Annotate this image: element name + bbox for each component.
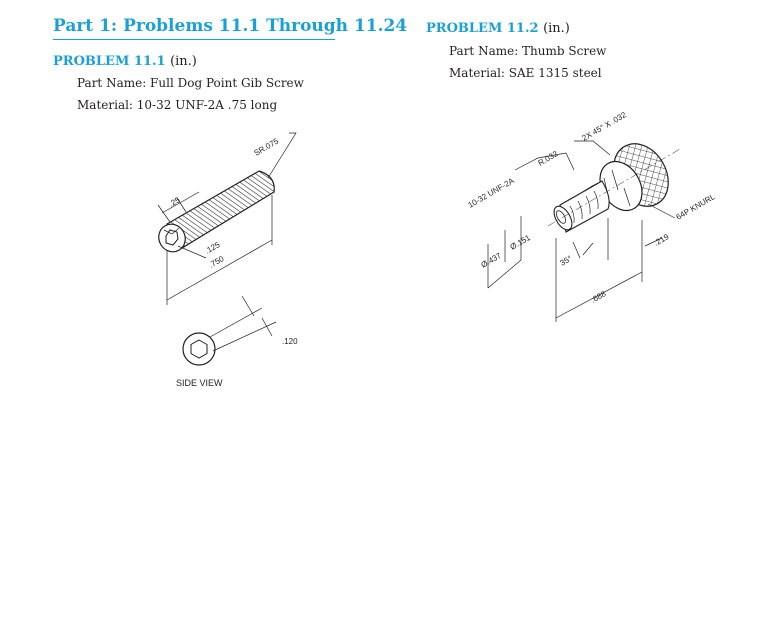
dim-angle-35: 35° bbox=[558, 253, 574, 268]
dim-knurl: 64P KNURL bbox=[674, 192, 717, 222]
side-view-hex bbox=[191, 340, 207, 358]
dim-thread-spec: 10-32 UNF-2A bbox=[466, 176, 516, 210]
problem-11-1-number: PROBLEM 11.1 bbox=[53, 54, 166, 69]
problem-11-2-unit: (in.) bbox=[543, 21, 570, 36]
dim-len-688: .688 bbox=[589, 289, 608, 305]
dim-dia-437: Ø.437 bbox=[479, 251, 503, 270]
side-view-label: SIDE VIEW bbox=[176, 378, 223, 388]
problem-11-2-part-name: Part Name: Thumb Screw bbox=[449, 44, 607, 58]
dim-len-219: .219 bbox=[652, 232, 671, 248]
dim-chamfer: 2X 45° X .032 bbox=[580, 110, 628, 143]
dim-750: .750 bbox=[207, 254, 226, 270]
problem-11-1-material: Material: 10-32 UNF-2A .75 long bbox=[77, 98, 278, 112]
thumb-screw-drawing bbox=[488, 134, 680, 322]
gib-screw-drawing bbox=[154, 133, 296, 305]
dim-sr075: SR.075 bbox=[252, 136, 281, 158]
problem-11-2-number: PROBLEM 11.2 bbox=[426, 21, 539, 36]
problem-11-1-unit: (in.) bbox=[170, 54, 197, 69]
section-title: Part 1: Problems 11.1 Through 11.24 bbox=[53, 16, 335, 40]
problem-11-1-part-name: Part Name: Full Dog Point Gib Screw bbox=[77, 76, 304, 90]
dim-125: .125 bbox=[203, 240, 222, 256]
side-view-outer-circle bbox=[183, 333, 215, 365]
dim-25: .25 bbox=[167, 195, 182, 209]
dim-r032: R.032 bbox=[536, 149, 560, 168]
dim-120: .120 bbox=[282, 337, 298, 346]
side-view-drawing bbox=[183, 296, 276, 365]
dim-dia-151: Ø.151 bbox=[508, 233, 532, 252]
problem-11-2-material: Material: SAE 1315 steel bbox=[449, 66, 602, 80]
